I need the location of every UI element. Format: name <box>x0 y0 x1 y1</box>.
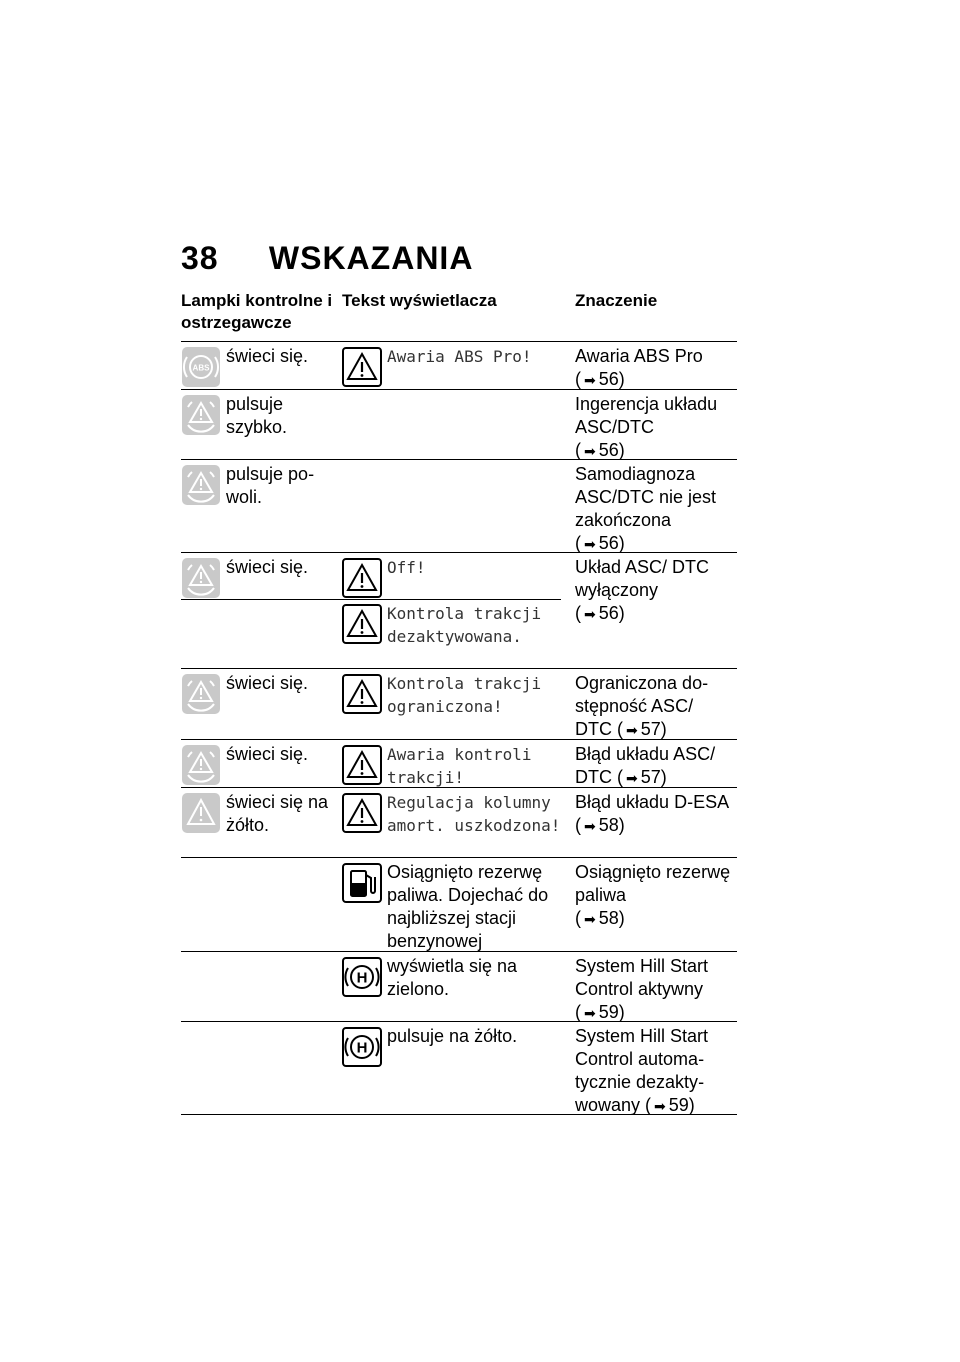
table-row <box>181 1021 737 1115</box>
reference-arrow-icon: ➡ <box>584 536 596 552</box>
abs-lamp-icon <box>182 347 220 387</box>
table-row <box>181 739 737 787</box>
page-reference: 59) <box>668 1095 695 1115</box>
lamp-text: świeci się. <box>226 346 309 366</box>
warning-triangle-icon <box>342 604 382 644</box>
reference-arrow-icon: ➡ <box>584 372 596 388</box>
warning-triangle-icon <box>342 558 382 598</box>
warning-triangle-icon <box>342 347 382 387</box>
display-text: wyświetla się na zielono. <box>387 956 518 999</box>
meaning-text: Błąd układu ASC/ DTC ( ➡ 57) <box>575 743 735 790</box>
display-text: Awaria kontroli trakcji! <box>387 745 532 787</box>
general-warning-lamp-icon <box>182 793 220 833</box>
page-reference: 57) <box>640 767 667 787</box>
hill-start-icon <box>342 957 382 997</box>
asc-lamp-icon <box>182 745 220 785</box>
reference-arrow-icon: ➡ <box>626 722 638 738</box>
meaning-text: Ograniczona dostępność ASC/ DTC ( ➡ 57) <box>575 672 735 742</box>
warning-triangle-icon <box>342 674 382 714</box>
page-reference: 57) <box>640 719 667 739</box>
meaning-text: Układ ASC/ DTC wyłączony ( ➡ 56) <box>575 556 735 626</box>
display-text: pulsuje na żółto. <box>387 1026 518 1046</box>
lamp-text: świeci się. <box>226 557 309 577</box>
table-row <box>181 951 737 1021</box>
lamp-text: pulsuje powoli. <box>226 464 315 507</box>
page-reference: 59) <box>598 1002 625 1022</box>
reference-arrow-icon: ➡ <box>626 770 638 786</box>
sub-row-divider <box>181 599 561 600</box>
warning-triangle-icon <box>342 793 382 833</box>
asc-lamp-icon <box>182 395 220 435</box>
asc-lamp-icon <box>182 674 220 714</box>
reference-arrow-icon: ➡ <box>654 1098 666 1114</box>
hill-start-icon <box>342 1027 382 1067</box>
fuel-pump-icon <box>342 863 382 903</box>
reference-arrow-icon: ➡ <box>584 911 596 927</box>
lamp-text: świeci się. <box>226 744 309 764</box>
lamp-text: świeci się na żółto. <box>226 792 329 835</box>
page-reference: 58) <box>598 908 625 928</box>
lamp-text: pulsuje szybko. <box>226 394 288 437</box>
lamp-text: świeci się. <box>226 673 309 693</box>
table-row <box>181 341 737 389</box>
column-header-lamps: Lampki kontrolne i ostrzegawcze <box>181 291 333 332</box>
display-text: Off! <box>387 558 426 577</box>
display-text: Kontrola trakcji dezaktywowana. <box>387 604 542 646</box>
meaning-text: Błąd układu D-ESA ( ➡ 58) <box>575 791 735 838</box>
reference-arrow-icon: ➡ <box>584 1005 596 1021</box>
page-reference: 56) <box>598 369 625 389</box>
page-reference: 56) <box>598 533 625 553</box>
indicators-table <box>181 341 737 1115</box>
reference-arrow-icon: ➡ <box>584 443 596 459</box>
asc-lamp-icon <box>182 558 220 598</box>
meaning-text: Ingerencja układu ASC/DTC ( ➡ 56) <box>575 393 735 463</box>
display-text: Kontrola trakcji ograniczona! <box>387 674 542 716</box>
table-row <box>181 389 737 459</box>
display-text: Osiągnięto rezerwę paliwa. Dojechać do najbliższej stacji benzynowej <box>387 862 549 951</box>
meaning-text: Osiągnięto rezerwę paliwa ( ➡ 58) <box>575 861 735 931</box>
page-reference: 58) <box>598 815 625 835</box>
page-header <box>181 240 473 277</box>
meaning-text: Samodiagnoza ASC/DTC nie jest zakończona ( ➡ 56) <box>575 463 735 556</box>
page-reference: 56) <box>598 603 625 623</box>
page-title: WSKAZANIA <box>268 240 474 276</box>
reference-arrow-icon: ➡ <box>584 818 596 834</box>
warning-triangle-icon <box>342 745 382 785</box>
asc-lamp-icon <box>182 465 220 505</box>
table-row <box>181 459 737 552</box>
page-number: 38 <box>181 240 219 276</box>
column-header-meaning: Znaczenie <box>575 291 658 310</box>
table-row <box>181 857 737 951</box>
display-text: Awaria ABS Pro! <box>387 347 532 366</box>
meaning-text: System Hill Start Control aktywny ( ➡ 59) <box>575 955 735 1025</box>
meaning-text: System Hill Start Control automatycznie dezaktywowany ( ➡ 59) <box>575 1025 735 1118</box>
table-row <box>181 552 737 668</box>
column-header-display-text: Tekst wyświetlacza <box>342 291 497 310</box>
display-text: Regulacja kolumny amort. uszkodzona! <box>387 793 561 835</box>
table-row <box>181 787 737 857</box>
reference-arrow-icon: ➡ <box>584 606 596 622</box>
meaning-text: Awaria ABS Pro ( ➡ 56) <box>575 345 735 392</box>
table-row <box>181 668 737 739</box>
page-reference: 56) <box>598 440 625 460</box>
